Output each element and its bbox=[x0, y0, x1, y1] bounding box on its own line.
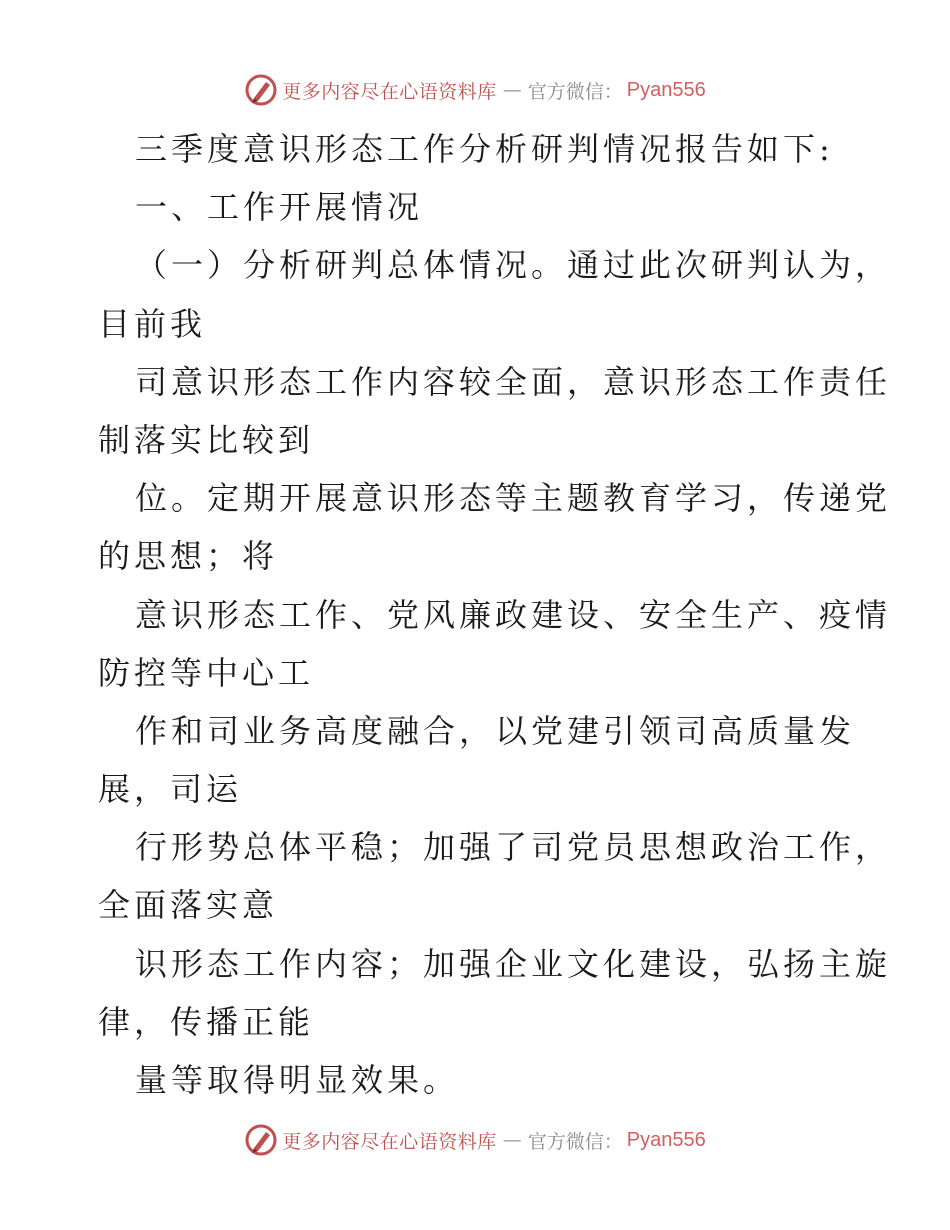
doc-line: 展，司运 bbox=[98, 770, 243, 809]
doc-line: 制落实比较到 bbox=[98, 420, 315, 459]
banner-wechat-handle: Pyan556 bbox=[626, 78, 706, 101]
doc-line: 防控等中心工 bbox=[98, 653, 315, 692]
document-body bbox=[98, 120, 892, 1109]
doc-line: 三季度意识形态工作分析研判情况报告如下: bbox=[135, 130, 834, 168]
doc-line: （一）分析研判总体情况。通过此次研判认为， bbox=[135, 246, 892, 285]
banner-wechat-label: 官方微信： bbox=[527, 1130, 623, 1153]
doc-line: 识形态工作内容；加强企业文化建设，弘扬主旋 bbox=[135, 944, 892, 983]
doc-line: 律，传播正能 bbox=[98, 1002, 315, 1041]
doc-line: 全面落实意 bbox=[98, 886, 279, 925]
banner-site-text: 更多内容尽在心语资料库 bbox=[282, 1130, 497, 1153]
pen-logo-icon bbox=[244, 73, 278, 107]
doc-line: 作和司业务高度融合，以党建引领司高质量发 bbox=[135, 711, 856, 750]
doc-line: 司意识形态工作内容较全面，意识形态工作责任 bbox=[135, 362, 892, 401]
banner-separator: — bbox=[502, 79, 522, 101]
doc-line: 意识形态工作、党风廉政建设、安全生产、疫情 bbox=[135, 595, 892, 634]
doc-line: 量等取得明显效果。 bbox=[135, 1061, 460, 1099]
doc-line: 行形势总体平稳；加强了司党员思想政治工作， bbox=[135, 828, 892, 867]
pen-logo-icon bbox=[244, 1123, 278, 1157]
doc-line: 一、工作开展情况 bbox=[135, 188, 424, 227]
header-watermark-banner bbox=[0, 70, 950, 110]
footer-watermark-banner bbox=[0, 1120, 950, 1160]
doc-line: 位。定期开展意识形态等主题教育学习，传递党 bbox=[135, 479, 892, 518]
doc-line: 的思想；将 bbox=[98, 537, 279, 576]
banner-wechat-handle: Pyan556 bbox=[626, 1128, 706, 1151]
doc-line: 目前我 bbox=[98, 304, 207, 343]
banner-site-text: 更多内容尽在心语资料库 bbox=[282, 80, 497, 103]
banner-separator: — bbox=[502, 1129, 522, 1151]
banner-wechat-label: 官方微信： bbox=[527, 80, 623, 103]
